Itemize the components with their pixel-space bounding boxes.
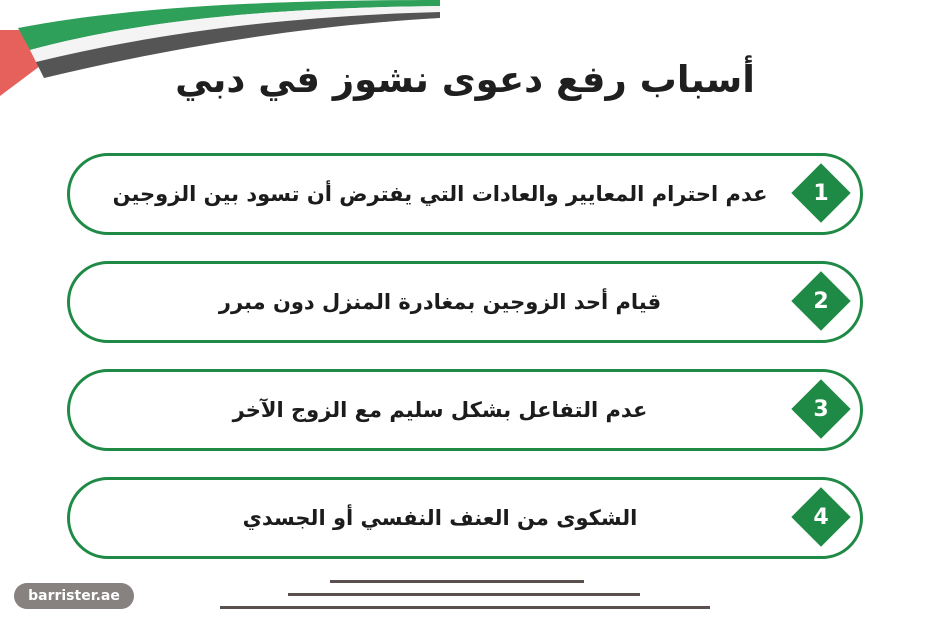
decorative-line-middle [288,593,640,596]
reason-text: الشكوى من العنف النفسي أو الجسدي [242,506,638,530]
number-badge [790,162,852,224]
badge-number: 4 [813,504,829,530]
reason-text: عدم التفاعل بشكل سليم مع الزوج الآخر [232,398,648,422]
decorative-line-bottom [220,606,710,609]
watermark-logo: barrister.ae [14,583,134,609]
number-badge [790,486,852,548]
number-badge [790,270,852,332]
reason-item-2 [67,261,863,343]
number-badge [790,378,852,440]
badge-number: 2 [813,288,829,314]
badge-number: 3 [813,396,829,422]
reason-item-4 [67,477,863,559]
reason-text: عدم احترام المعايير والعادات التي يفترض أن تسود بين الزوجين [112,182,768,206]
badge-number: 1 [813,180,829,206]
reason-item-1 [67,153,863,235]
reason-item-3 [67,369,863,451]
reason-text: قيام أحد الزوجين بمغادرة المنزل دون مبرر [218,290,662,314]
page-title: أسباب رفع دعوى نشوز في دبي [175,58,755,101]
decorative-line-top [330,580,584,583]
